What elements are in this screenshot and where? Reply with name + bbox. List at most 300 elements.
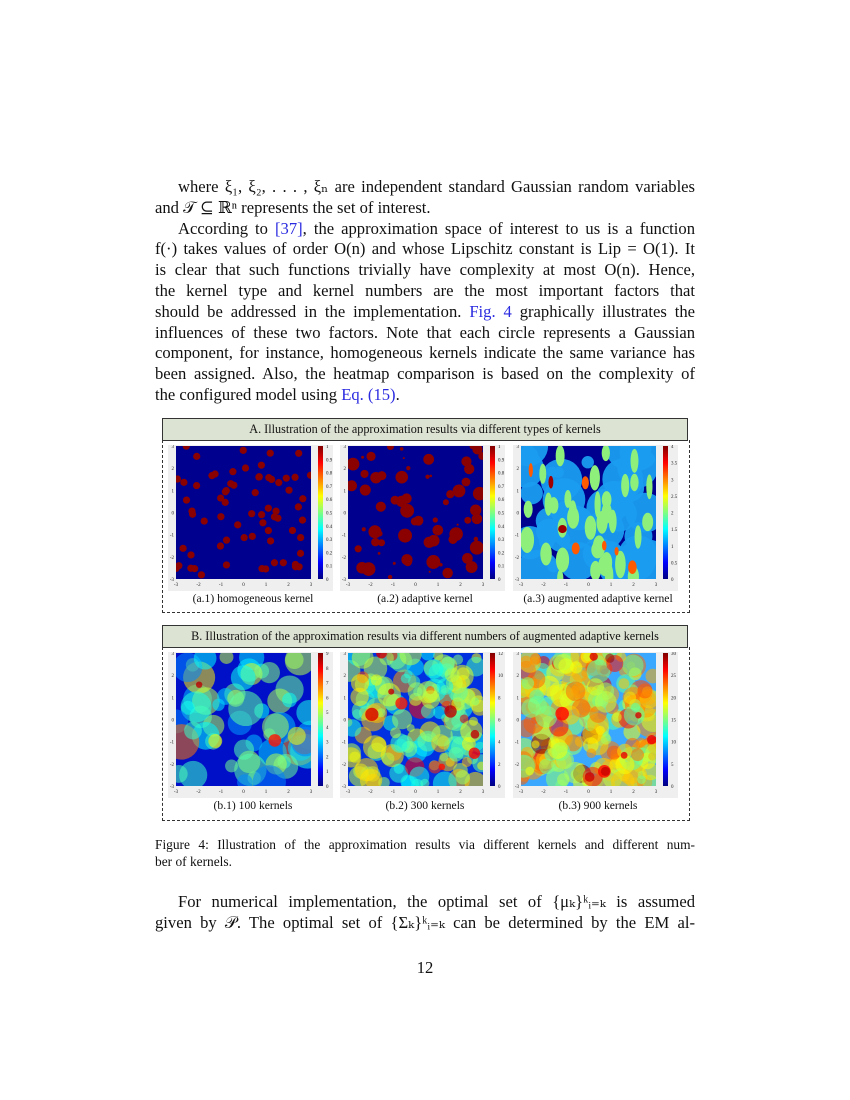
y-axis-tick-label: -3 [341, 785, 346, 790]
section-a-title: A. Illustration of the approximation results via different types of kernels [249, 422, 601, 436]
x-axis-tick-label: 3 [481, 583, 485, 588]
kernel-circle [429, 571, 431, 573]
kernel-circle [469, 717, 478, 726]
kernel-circle [297, 550, 304, 557]
heatmap-plot [168, 652, 338, 802]
x-axis-tick-label: 2 [459, 583, 462, 588]
kernel-circle [457, 524, 459, 526]
kernel-circle [234, 740, 254, 760]
kernel-circle [403, 457, 405, 459]
kernel-circle [409, 766, 429, 786]
kernel-circle [265, 527, 272, 534]
text-line [155, 219, 695, 240]
overlap-region [556, 445, 565, 466]
text-line [155, 239, 695, 260]
y-axis-tick-label: -2 [341, 555, 346, 561]
y-axis-tick-label: -3 [514, 785, 519, 790]
colorbar-tick-label: 5 [326, 711, 329, 717]
x-axis-tick-label: 3 [654, 583, 658, 588]
y-axis-tick-label: -2 [514, 762, 519, 768]
y-axis-tick-label: 3 [343, 652, 346, 657]
overlap-region [549, 497, 558, 514]
kernel-circle [179, 545, 186, 552]
colorbar-tick-label: 0.2 [498, 551, 505, 557]
x-axis-tick-label: 1 [609, 583, 613, 588]
colorbar-tick-label: 0.5 [326, 511, 333, 517]
colorbar-tick-label: 0.1 [326, 564, 333, 570]
kernel-circle [267, 537, 274, 544]
kernel-circle [618, 678, 629, 689]
y-axis-tick-label: 0 [171, 511, 174, 517]
heatmap-plot [513, 445, 683, 595]
figure-caption [155, 836, 695, 870]
overlap-region [564, 490, 571, 508]
figure-section-a-header [162, 418, 688, 441]
kernel-circle [390, 727, 401, 738]
kernel-circle [193, 453, 200, 460]
kernel-circle [228, 691, 263, 726]
text-segment: , the approximation space of interest to us is a function [302, 218, 695, 238]
hotspot [471, 730, 480, 739]
y-axis-tick-label: -1 [341, 533, 346, 539]
kernel-circle [401, 493, 411, 503]
kernel-circle [462, 553, 473, 564]
colorbar-tick-label: 1.5 [671, 528, 678, 534]
kernel-circle [637, 775, 646, 784]
kernel-circle [398, 529, 412, 543]
subfigure-caption: (b.2) 300 kernels [385, 799, 465, 812]
x-axis-tick-label: 3 [309, 583, 313, 588]
kernel-circle [637, 683, 652, 698]
colorbar-tick-label: 0.3 [498, 538, 505, 544]
y-axis-tick-label: -3 [341, 578, 346, 583]
x-axis-tick-label: 3 [309, 790, 313, 795]
kernel-circle [193, 482, 200, 489]
kernel-circle [295, 503, 302, 510]
hotspot [621, 752, 628, 759]
overlap-region [585, 516, 597, 540]
kernel-circle [217, 542, 224, 549]
kernel-circle [474, 537, 479, 542]
colorbar-tick-label: 2 [326, 755, 329, 761]
text-line [155, 364, 695, 385]
kernel-circle [377, 471, 386, 480]
colorbar-tick-label: 10 [671, 740, 676, 746]
page-number: 12 [416, 958, 434, 977]
kernel-circle [470, 547, 475, 552]
heatmap-panel [340, 445, 510, 595]
heatmap-plot [168, 445, 338, 595]
heatmap-panel [513, 445, 683, 595]
kernel-circle [271, 559, 278, 566]
colorbar [318, 446, 323, 579]
kernel-circle [464, 517, 471, 524]
kernel-circle [350, 688, 368, 706]
x-axis-tick-label: -3 [173, 790, 179, 795]
overlap-region [621, 474, 629, 497]
kernel-circle [355, 545, 362, 552]
y-axis-tick-label: 2 [343, 674, 346, 680]
x-axis-tick-label: -2 [368, 790, 373, 795]
overlap-region [582, 476, 589, 489]
overlap-region [602, 445, 610, 461]
y-axis-tick-label: -2 [514, 555, 519, 561]
x-axis-tick-label: -2 [541, 583, 546, 588]
text-line [155, 343, 695, 364]
text-segment: the configured model using [155, 384, 342, 404]
overlap-region [642, 513, 653, 531]
overlap-region [520, 527, 534, 553]
text-segment: should be addressed in the implementation. [155, 301, 470, 321]
kernel-circle [388, 575, 392, 579]
hotspot [395, 697, 407, 709]
y-axis-tick-label: 0 [343, 718, 346, 724]
y-axis-tick-label: 2 [516, 467, 519, 473]
overlap-region [615, 547, 619, 556]
kernel-circle [183, 497, 190, 504]
colorbar-tick-label: 0 [671, 578, 674, 583]
y-axis-tick-label: 1 [516, 489, 519, 495]
colorbar-tick-label: 0.2 [326, 551, 333, 557]
colorbar-tick-label: 7 [326, 681, 329, 687]
kernel-circle [631, 703, 640, 712]
kernel-circle [229, 468, 236, 475]
y-axis-tick-label: 3 [343, 445, 346, 450]
y-axis-tick-label: 3 [171, 652, 174, 657]
kernel-circle [234, 521, 241, 528]
paragraph-intro [155, 177, 695, 406]
overlap-region [595, 491, 601, 517]
x-axis-tick-label: -3 [345, 583, 351, 588]
text-segment: been assigned. Also, the heatmap comparison is based on the complexity of [155, 364, 695, 384]
hotspot [268, 734, 281, 747]
text-segment: . [395, 384, 400, 404]
colorbar-tick-label: 3.5 [671, 461, 678, 467]
subfigure-caption: (b.1) 100 kernels [213, 799, 293, 812]
kernel-circle [624, 692, 636, 704]
kernel-circle [472, 514, 483, 525]
x-axis-tick-label: 3 [481, 790, 485, 795]
heatmap-panel [513, 652, 683, 802]
y-axis-tick-label: -2 [169, 762, 174, 768]
colorbar-tick-label: 0.4 [326, 524, 333, 530]
x-axis-tick-label: -1 [563, 583, 569, 588]
kernel-circle [407, 724, 415, 732]
colorbar-tick-label: 0 [326, 785, 329, 790]
colorbar-tick-label: 1 [326, 445, 329, 450]
kernel-circle [442, 568, 453, 579]
y-axis-tick-label: 0 [516, 511, 519, 517]
overlap-region [572, 543, 580, 555]
kernel-circle [426, 555, 440, 569]
subfigure-caption: (a.3) augmented adaptive kernel [523, 592, 673, 605]
y-axis-tick-label: 3 [171, 445, 174, 450]
y-axis-tick-label: 1 [171, 696, 174, 702]
kernel-circle [464, 464, 474, 474]
kernel-circle [366, 452, 375, 461]
text-segment: f(·) takes values of order O(n) and whose Lipschitz constant is Lip = O(1). It [155, 239, 695, 259]
section-b-title: B. Illustration of the approximation results via different numbers of augmented adaptive kernels [191, 629, 659, 643]
hotspot [590, 652, 598, 660]
colorbar [663, 446, 668, 579]
cross-reference-link[interactable]: [37] [275, 218, 303, 238]
colorbar-tick-label: 3 [671, 478, 674, 484]
colorbar-tick-label: 10 [498, 674, 503, 680]
hotspot [601, 767, 610, 776]
kernel-circle [291, 474, 298, 481]
kernel-circle [391, 496, 400, 505]
kernel-circle [283, 475, 290, 482]
x-axis-tick-label: -1 [218, 790, 224, 795]
kernel-circle [595, 691, 617, 713]
hotspot [439, 764, 446, 771]
kernel-circle [393, 562, 396, 565]
kernel-circle [395, 471, 408, 484]
kernel-circle [442, 656, 455, 669]
colorbar-tick-label: 0.9 [326, 458, 333, 464]
kernel-circle [180, 479, 187, 486]
colorbar-tick-label: 0.6 [498, 498, 505, 504]
kernel-circle [605, 654, 614, 663]
x-axis-tick-label: -1 [563, 790, 569, 795]
heatmap-panel [168, 445, 338, 595]
kernel-circle [411, 517, 419, 525]
kernel-circle [547, 739, 567, 759]
cross-reference-link[interactable]: Fig. 4 [469, 301, 512, 321]
colorbar-tick-label: 3 [326, 740, 329, 746]
y-axis-tick-label: -1 [341, 740, 346, 746]
kernel-circle [432, 525, 443, 536]
x-axis-tick-label: 1 [609, 790, 613, 795]
text-segment: and 𝒯 ⊆ ℝⁿ represents the set of interest. [155, 197, 431, 217]
colorbar-tick-label: 0 [671, 785, 674, 790]
overlap-region [602, 502, 612, 523]
overlap-region [646, 474, 652, 499]
colorbar [663, 653, 668, 786]
kernel-circle [453, 485, 466, 498]
kernel-circle [231, 665, 256, 690]
kernel-circle [249, 533, 256, 540]
y-axis-tick-label: -1 [514, 533, 519, 539]
figure-caption-line: Figure 4: Illustration of the approximation results via different kernels and different num- [155, 837, 695, 852]
kernel-circle [297, 534, 304, 541]
kernel-circle [531, 740, 539, 748]
kernel-circle [258, 462, 265, 469]
kernel-circle [539, 759, 555, 775]
kernel-circle [289, 527, 296, 534]
x-axis-tick-label: -3 [173, 583, 179, 588]
text-segment: given by 𝒫. The optimal set of {Σₖ}ᵏᵢ₌ₖ can be determined by the EM al- [155, 912, 695, 932]
figure-caption-line: ber of kernels. [155, 854, 232, 869]
kernel-circle [198, 571, 205, 578]
colorbar-tick-label: 12 [498, 652, 503, 657]
hotspot [196, 681, 202, 687]
kernel-circle [455, 770, 469, 784]
kernel-circle [636, 737, 646, 747]
heatmap-plot [340, 445, 510, 595]
kernel-circle [582, 456, 594, 468]
kernel-circle [248, 510, 255, 517]
text-line [155, 385, 695, 406]
kernel-circle [267, 450, 274, 457]
kernel-circle [570, 661, 582, 673]
colorbar-tick-label: 0.5 [498, 511, 505, 517]
kernel-circle [371, 674, 382, 685]
subfigure-caption: (b.3) 900 kernels [558, 799, 638, 812]
x-axis-tick-label: 3 [654, 790, 658, 795]
y-axis-tick-label: -3 [514, 578, 519, 583]
overlap-region [631, 449, 639, 473]
kernel-circle [462, 478, 471, 487]
kernel-circle [378, 552, 381, 555]
kernel-circle [259, 662, 280, 683]
hotspot [555, 707, 569, 721]
kernel-circle [521, 699, 540, 718]
overlap-region [548, 476, 553, 489]
kernel-circle [201, 517, 208, 524]
kernel-circle [377, 531, 382, 536]
kernel-circle [400, 504, 414, 518]
text-line [155, 302, 695, 323]
kernel-circle [187, 565, 194, 572]
kernel-circle [227, 480, 234, 487]
x-axis-tick-label: 0 [587, 583, 590, 588]
kernel-circle [360, 470, 368, 478]
kernel-circle [222, 488, 229, 495]
colorbar-tick-label: 0.1 [498, 564, 505, 570]
kernel-circle [208, 734, 222, 748]
kernel-circle [285, 487, 292, 494]
text-segment: influences of these two factors. Note that each circle represents a Gaussian [155, 322, 695, 342]
kernel-circle [295, 450, 302, 457]
kernel-circle [217, 513, 224, 520]
kernel-circle [175, 562, 182, 569]
colorbar-tick-label: 8 [326, 666, 329, 672]
overlap-region [598, 555, 612, 577]
overlap-region [539, 464, 546, 484]
kernel-circle [631, 748, 644, 761]
kernel-circle [530, 656, 539, 665]
x-axis-tick-label: 0 [242, 583, 245, 588]
colorbar-tick-label: 2 [671, 511, 674, 517]
x-axis-tick-label: 0 [587, 790, 590, 795]
kernel-circle [424, 659, 444, 679]
x-axis-tick-label: -2 [196, 583, 201, 588]
kernel-circle [433, 517, 438, 522]
hotspot [388, 689, 394, 695]
hotspot [469, 747, 480, 758]
text-segment: where ξ₁, ξ₂, . . . , ξₙ are independent standard Gaussian random variables [178, 177, 695, 196]
x-axis-tick-label: 1 [436, 583, 440, 588]
hotspot [365, 708, 378, 721]
kernel-circle [430, 475, 433, 478]
kernel-circle [439, 752, 448, 761]
y-axis-tick-label: 3 [516, 445, 519, 450]
y-axis-tick-label: 2 [171, 674, 174, 680]
y-axis-tick-label: -1 [169, 740, 174, 746]
overlap-region [556, 548, 569, 573]
y-axis-tick-label: 2 [516, 674, 519, 680]
colorbar-tick-label: 25 [671, 674, 676, 680]
kernel-circle [259, 519, 266, 526]
kernel-circle [566, 682, 586, 702]
x-axis-tick-label: 1 [264, 790, 268, 795]
kernel-circle [376, 502, 386, 512]
x-axis-tick-label: -2 [196, 790, 201, 795]
y-axis-tick-label: 1 [343, 696, 346, 702]
y-axis-tick-label: 0 [171, 718, 174, 724]
kernel-circle [274, 515, 281, 522]
colorbar-tick-label: 1 [498, 445, 501, 450]
kernel-circle [433, 706, 446, 719]
text-segment: For numerical implementation, the optimal set of {μₖ}ᵏᵢ₌ₖ is assumed [178, 892, 695, 911]
colorbar-tick-label: 0 [326, 578, 329, 583]
y-axis-tick-label: 3 [516, 652, 519, 657]
overlap-region [628, 560, 637, 574]
x-axis-tick-label: -3 [518, 790, 524, 795]
kernel-circle [525, 767, 534, 776]
y-axis-tick-label: -2 [341, 762, 346, 768]
colorbar-tick-label: 4 [326, 725, 329, 731]
x-axis-tick-label: -1 [218, 583, 224, 588]
colorbar-tick-label: 6 [498, 718, 501, 724]
y-axis-tick-label: 0 [343, 511, 346, 517]
kernel-circle [225, 759, 238, 772]
kernel-circle [258, 565, 265, 572]
colorbar-tick-label: 0.9 [498, 458, 505, 464]
kernel-circle [265, 474, 272, 481]
kernel-circle [462, 757, 472, 767]
kernel-circle [252, 489, 259, 496]
x-axis-tick-label: -1 [390, 583, 396, 588]
text-segment: is clear that such functions trivially have complexity at most O(n). Hence, [155, 260, 695, 280]
kernel-circle [596, 726, 605, 735]
x-axis-tick-label: 2 [287, 790, 290, 795]
kernel-circle [272, 507, 279, 514]
y-axis-tick-label: 2 [343, 467, 346, 473]
text-line [155, 260, 695, 281]
kernel-circle [547, 467, 558, 478]
kernel-circle [184, 722, 202, 740]
kernel-circle [363, 735, 387, 759]
y-axis-tick-label: -2 [169, 555, 174, 561]
kernel-circle [404, 558, 412, 566]
y-axis-tick-label: 2 [171, 467, 174, 473]
colorbar [490, 653, 495, 786]
text-line [155, 892, 695, 913]
cross-reference-link[interactable]: Eq. (15) [341, 384, 396, 404]
kernel-circle [256, 473, 263, 480]
kernel-circle [223, 537, 230, 544]
x-axis-tick-label: 1 [264, 583, 268, 588]
kernel-circle [423, 454, 434, 465]
kernel-circle [371, 538, 380, 547]
text-segment: component, for instance, homogeneous kernels indicate the same variance has [155, 343, 695, 363]
kernel-circle [425, 475, 429, 479]
x-axis-tick-label: 2 [287, 583, 290, 588]
overlap-region [602, 541, 607, 551]
kernel-circle [443, 499, 449, 505]
kernel-circle [242, 464, 249, 471]
kernel-circle [362, 527, 366, 531]
kernel-circle [360, 485, 371, 496]
kernel-circle [431, 725, 453, 747]
text-line [155, 177, 695, 198]
kernel-circle [208, 472, 215, 479]
kernel-circle [356, 562, 368, 574]
overlap-region [529, 463, 533, 477]
heatmap-panel [168, 652, 338, 802]
